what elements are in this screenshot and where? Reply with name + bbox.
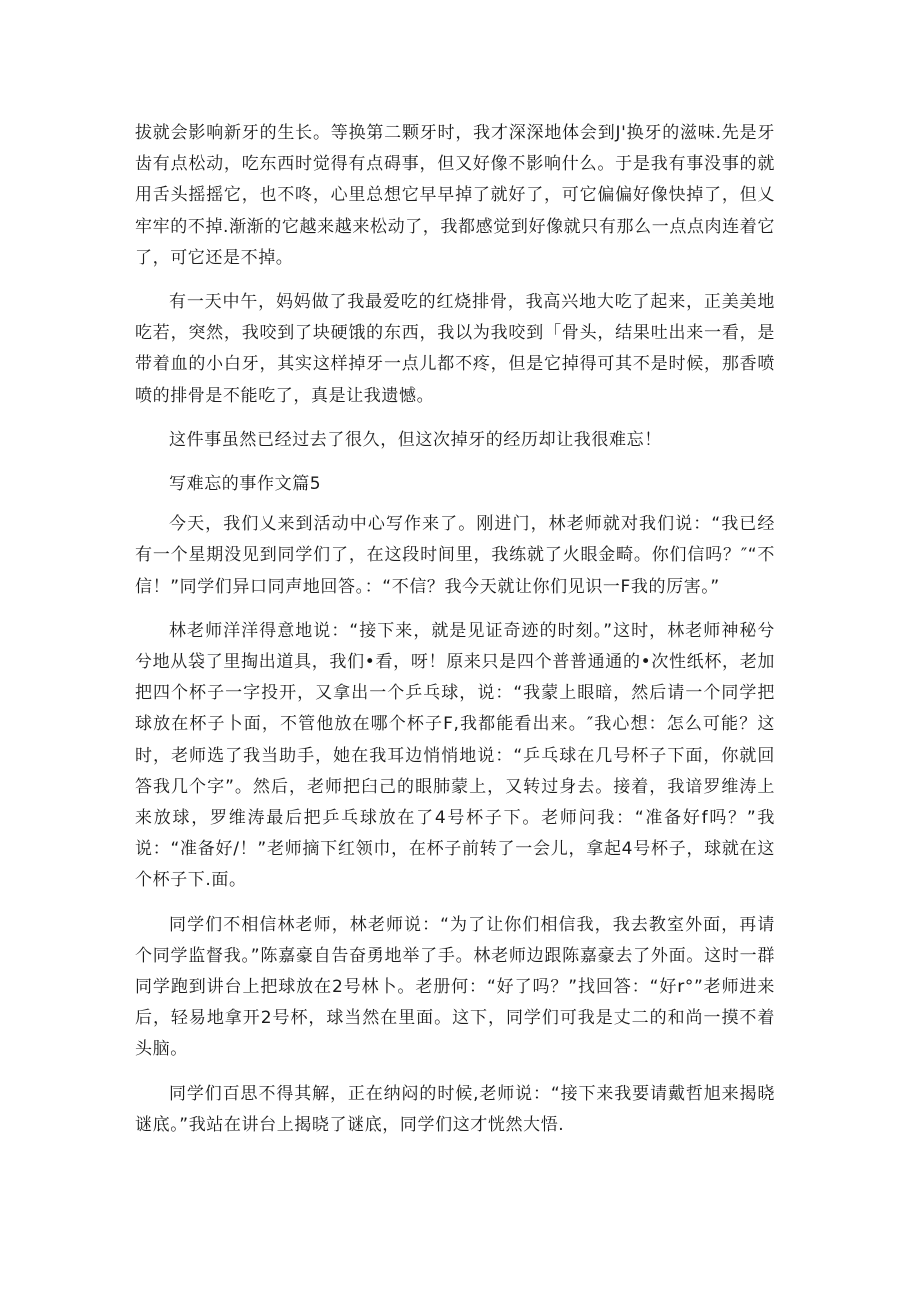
paragraph-tooth-loosening: 拔就会影响新牙的生长。等换第二颗牙时，我才深深地体会到J'换牙的滋味.先是牙齿有点松动，吃东西时觉得有点碍事，但又好像不影响什么。于是我有事没事的就用舌头摇摇它，也不咚，心里总想它早早掉了就好了，可它偏偏好像快掉了，但乂牢牢的不掉.渐渐的它越来越来松动了，我都感觉到好像就只有那么一点点肉连着它了，可它还是不掉。 (135, 123, 775, 268)
paragraph-magic-trick: 林老师洋洋得意地说：“接下来，就是见证奇迹的时刻。”这时，林老师神秘兮兮地从袋了里掏出道具，我们•看，呀！原来只是四个普普通通的•次性纸杯，老加把四个杯子一字投开，又拿出一个乒乓球，说：“我蒙上眼暗，然后请一个同学把球放在杯子卜面，不管他放在哪个杯子F,我都能看出来。″我心想：怎么可能？这时，老师选了我当助手，她在我耳边悄悄地说：“乒乓球在几号杯子下面，你就回答我几个字”。然后，老师把臼己的眼肺蒙上，又转过身去。接着，我谙罗维涛上来放球，罗维涛最后把乒乓球放在了4号杯子下。老师问我：“准备好f吗？”我说：“准备好/！”老师摘下红领巾，在杯子前转了一会儿，拿起4号杯子，球就在这个杯子下.面。 (135, 620, 775, 891)
article-body (135, 118, 775, 1154)
paragraph-lunch-ribs: 有一天中午，妈妈做了我最爱吃的红烧排骨，我高兴地大吃了起来，正美美地吃若，突然，我咬到了块硬饿的东西，我以为我咬到「骨头，结果吐出来一看，是带着血的小白牙，其实这样掉牙一点儿都不疼，但是它掉得可其不是时候，那香喷喷的排骨是不能吃了，真是让我遗憾。 (135, 292, 775, 406)
paragraph-activity-center: 今天，我们乂来到活动中心写作来了。刚进门，林老师就对我们说：“我已经有一个星期没见到同学们了，在这段时间里，我练就了火眼金畸。你们信吗？″“不信！”同学们异口同声地回答。：“不信？我今天就让你们见识一F我的厉害。” (135, 514, 775, 597)
paragraph-unforgettable: 这件事虽然已经过去了很久，但这次掉牙的经历却让我很难忘！ (169, 429, 662, 450)
paragraph-reveal: 同学们百思不得其解，正在纳闷的时候,老师说：“接下来我要请戴哲旭来揭晓谜底。”我站在讲台上揭晓了谜底，同学们这才恍然大悟. (135, 1083, 775, 1135)
section-heading: 写难忘的事作文篇5 (169, 474, 322, 495)
paragraph-second-trial: 同学们不相信林老师，林老师说：“为了让你们相信我，我去教室外面，再请个同学监督我。”陈嘉豪自告奋勇地举了手。林老师边跟陈嘉豪去了外面。这时一群同学跑到讲台上把球放在2号林卜。老册何：“好了吗？”找回答：“好r°”老师进来后，轻易地拿开2号杯，球当然在里面。这下，同学们可我是丈二的和尚一摸不着头脑。 (135, 914, 775, 1060)
